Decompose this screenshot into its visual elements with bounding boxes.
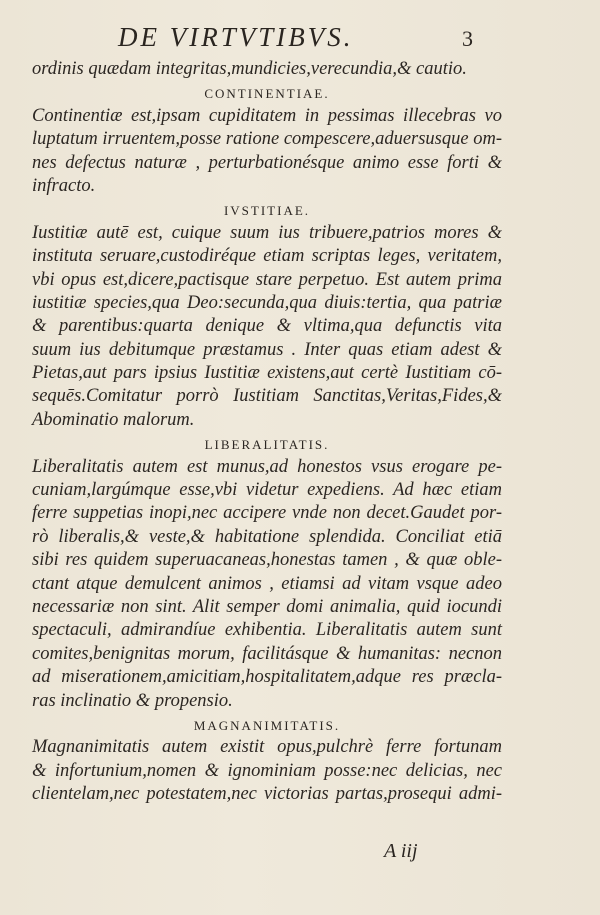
text-line: iustitiæ species,qua Deo:secunda,qua diuis:tertia, qua patriæ <box>32 292 502 313</box>
text-line: ordinis quædam integritas,mundicies,verecundia,& cautio. <box>32 59 467 79</box>
text-line: nes defectus naturæ , perturbationésque animo esse forti & <box>32 152 502 173</box>
text-line: comites,benignitas morum, facilitásque & humanitas: necnon <box>32 643 502 664</box>
text-line: sibi res quidem superuacaneas,honestas tamen , & quæ oble- <box>32 550 502 571</box>
text-line: spectaculi, admirandíue exhibentia. Liberalitatis autem sunt <box>32 620 502 641</box>
text-line: Pietas,aut pars ipsius Iustitiæ existens,aut certè Iustitiam cō- <box>32 363 502 384</box>
text-line: Magnanimitatis autem existit opus,pulchrè ferre fortunam <box>32 737 502 758</box>
section-heading: IVSTITIAE. <box>223 203 311 219</box>
text-line: vbi opus est,dicere,pactisque stare perpetuo. Est autem prima <box>32 269 502 290</box>
text-line: ferre suppetias inopi,nec accipere vnde non decet.Gaudet por- <box>32 503 502 524</box>
text-line: ad miserationem,amicitiam,hospitalitatem,adque res præcla- <box>32 667 502 688</box>
text-line: suum ius debitumque præstamus . Inter quas etiam adest & <box>32 339 502 360</box>
catchword: A iij <box>384 840 418 862</box>
text-line: Iustitiæ autē est, cuique suum ius tribuere,patrios mores & <box>32 222 502 243</box>
text-line: & infortunium,nomen & ignominiam posse:nec delicias, nec <box>32 760 502 781</box>
text-line: luptatum irruentem,posse ratione compescere,aduersusque om- <box>32 129 502 150</box>
folio-number: 3 <box>462 26 473 51</box>
text-line: ras inclinatio & propensio. <box>32 690 233 711</box>
text-line: clientelam,nec potestatem,nec victorias partas,prosequi admi- <box>32 784 502 805</box>
page-header <box>0 18 600 58</box>
text-line: sequēs.Comitatur porrò Iustitiam Sanctitas,Veritas,Fides,& <box>32 386 502 407</box>
section-heading: LIBERALITATIS. <box>204 437 330 453</box>
text-line: ctant atque demulcent animos , etiamsi ad vitam vsque adeo <box>32 573 502 594</box>
text-line: cuniam,largúmque esse,vbi videtur expediens. Ad hæc etiam <box>32 480 502 501</box>
section-heading: MAGNANIMITATIS. <box>193 717 341 733</box>
text-line: Liberalitatis autem est munus,ad honestos vsus erogare pe- <box>32 456 502 477</box>
section-heading: CONTINENTIAE. <box>204 86 330 102</box>
text-line: infracto. <box>32 175 96 196</box>
text-line: & parentibus:quarta denique & vltima,qua defunctis vita <box>32 316 502 337</box>
text-line: rò liberalis,& veste,& habitatione splendida. Conciliat etiā <box>32 526 502 547</box>
text-line: instituta seruare,custodiréque etiam scriptas leges, veritatem, <box>32 246 502 267</box>
running-title: DE VIRTVTIBVS. <box>118 22 354 52</box>
text-line: necessariæ non sint. Alit semper domi animalia, quid iocundi <box>32 596 502 617</box>
page-text <box>32 58 502 807</box>
text-line: Continentiæ est,ipsam cupiditatem in pessimas illecebras vo <box>32 105 502 126</box>
text-line: Abominatio malorum. <box>32 409 195 430</box>
